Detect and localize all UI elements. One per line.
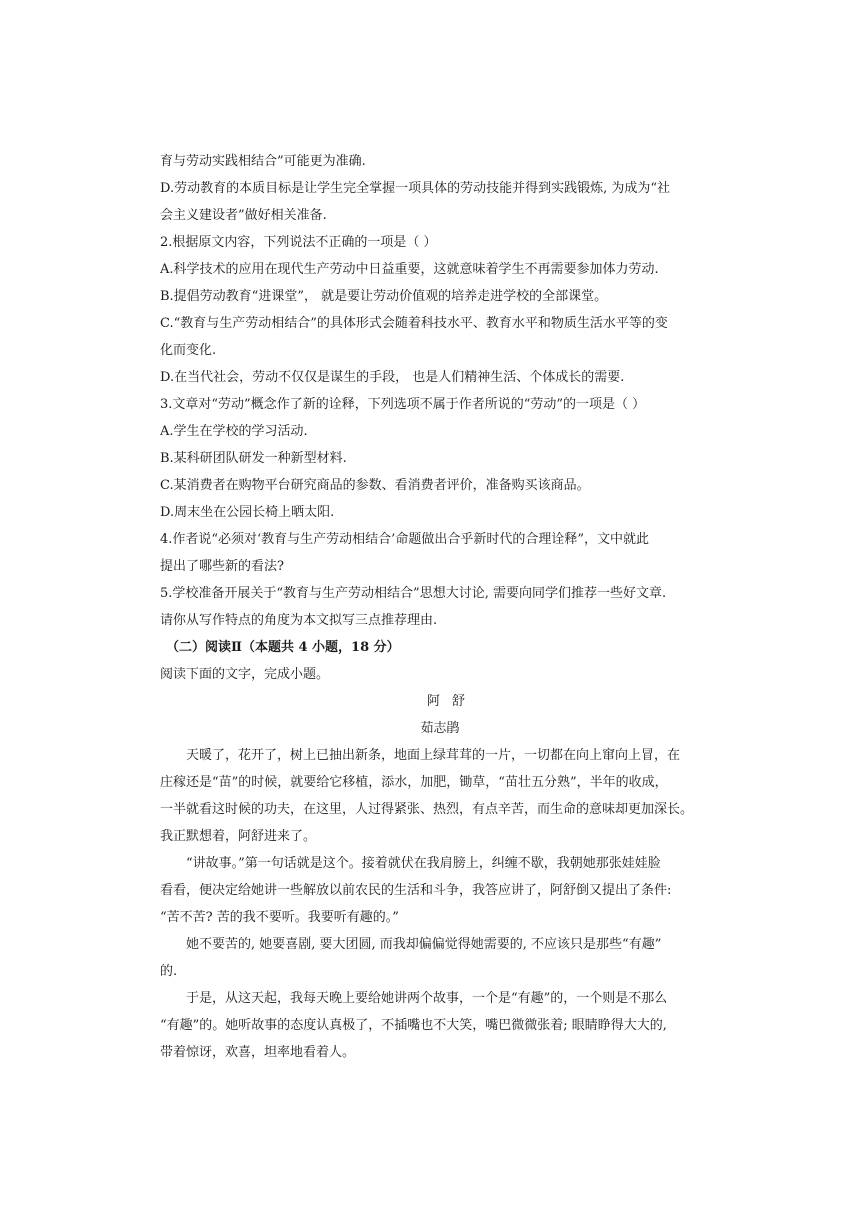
q1-option-c-continuation: 育与劳动实践相结合”可能更为准确. <box>160 154 366 169</box>
q1-option-d: D.劳动教育的本质目标是让学生完全掌握一项具体的劳动技能并得到实践锻炼, 为成为“社 <box>160 181 671 196</box>
story-author: 茹志鹃 <box>420 721 460 736</box>
paragraph-1-line-2: 庄稼还是“苗”的时候，就要给它移植，添水，加肥，锄草，“苗壮五分熟”，半年的收成， <box>160 775 668 790</box>
q3-option-c: C.某消费者在购物平台研究商品的参数、看消费者评价，准备购买该商品。 <box>160 478 590 493</box>
q3-option-b: B.某科研团队研发一种新型材料. <box>160 451 347 466</box>
q1-option-d-continuation: 会主义建设者”做好相关准备. <box>160 208 327 223</box>
q2-option-d: D.在当代社会，劳动不仅仅是谋生的手段， 也是人们精神生活、个体成长的需要. <box>160 370 625 385</box>
story-title: 阿舒 <box>426 694 477 709</box>
q4-stem-continuation: 提出了哪些新的看法? <box>160 559 284 574</box>
paragraph-4-line-3: 带着惊讶，欢喜，坦率地看着人。 <box>160 1045 356 1060</box>
paragraph-1-line-4: 我正默想着，阿舒进来了。 <box>160 829 317 844</box>
q5-stem-continuation: 请你从写作特点的角度为本文拟写三点推荐理由. <box>160 613 438 628</box>
q5-stem: 5.学校准备开展关于“教育与生产劳动相结合”思想大讨论, 需要向同学们推荐一些好文章. <box>160 586 667 601</box>
q3-option-a: A.学生在学校的学习活动. <box>160 424 308 439</box>
document-page <box>160 148 720 1066</box>
q2-option-c: C.“教育与生产劳动相结合”的具体形式会随着科技水平、教育水平和物质生活水平等的变 <box>160 316 668 331</box>
q2-option-b: B.提倡劳动教育“进课堂”， 就是要让劳动价值观的培养走进学校的全部课堂。 <box>160 289 608 304</box>
q2-option-c-continuation: 化而变化. <box>160 343 217 358</box>
q3-stem: 3.文章对“劳动”概念作了新的诠释，下列选项不属于作者所说的“劳动”的一项是（ ） <box>160 397 646 412</box>
paragraph-1-line-3: 一半就看这时候的功夫，在这里，人过得紧张、热烈，有点辛苦，而生命的意味却更加深长。 <box>160 802 694 817</box>
paragraph-3-line-2: 的. <box>160 964 178 979</box>
section-heading: （二）阅读Ⅱ（本题共 4 小题，18 分） <box>166 640 400 655</box>
q3-option-d: D.周末坐在公园长椅上晒太阳. <box>160 505 335 520</box>
paragraph-4-line-2: “有趣”的。她听故事的态度认真极了，不插嘴也不大笑，嘴巴微微张着; 眼睛睁得大大的, <box>160 1018 667 1033</box>
q2-stem: 2.根据原文内容，下列说法不正确的一项是（ ） <box>160 235 437 250</box>
q4-stem: 4.作者说“必须对‘教育与生产劳动相结合’命题做出合乎新时代的合理诠释”，文中就此 <box>160 532 649 547</box>
paragraph-4-line-1: 于是，从这天起，我每天晚上要给她讲两个故事，一个是“有趣”的，一个则是不那么 <box>186 991 668 1006</box>
q2-option-a: A.科学技术的应用在现代生产劳动中日益重要，这就意味着学生不再需要参加体力劳动. <box>160 262 659 277</box>
paragraph-2-line-3: “苦不苦? 苦的我不要听。我要听有趣的。” <box>160 910 399 925</box>
paragraph-3-line-1: 她不要苦的, 她要喜剧, 要大团圆, 而我却偏偏觉得她需要的, 不应该只是那些“有趣” <box>186 937 662 952</box>
paragraph-1-line-1: 天暖了，花开了，树上已抽出新条，地面上绿茸茸的一片，一切都在向上窜向上冒，在 <box>186 748 681 763</box>
paragraph-2-line-1: “讲故事。”第一句话就是这个。接着就伏在我肩膀上，纠缠不歇，我朝她那张娃娃脸 <box>186 856 661 871</box>
paragraph-2-line-2: 看看，便决定给她讲一些解放以前农民的生活和斗争，我答应讲了，阿舒倒又提出了条件: <box>160 883 672 898</box>
section-instruction: 阅读下面的文字，完成小题。 <box>160 667 330 682</box>
